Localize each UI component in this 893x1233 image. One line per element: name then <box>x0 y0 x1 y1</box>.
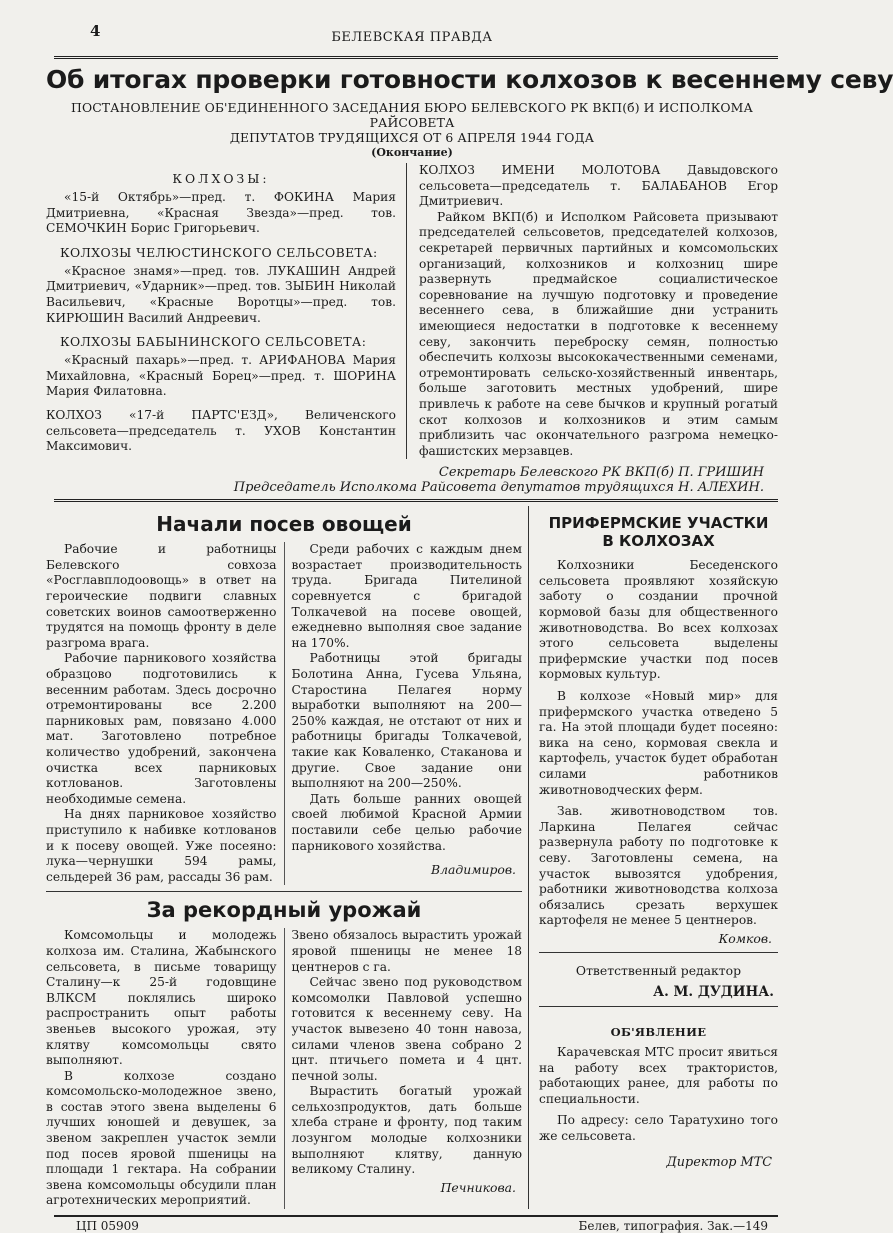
article-paragraph: Среди рабочих с каждым днем возрастает производительность труда. Бригада Пителиной соревнуется с бригадой Толкачевой на посеве овощей, ежедневно выполняя свое задание на 170%. <box>291 542 522 650</box>
harvest-column-1 <box>46 928 285 1209</box>
decree-paragraph: «Красный пахарь»—пред. т. АРИФАНОВА Мария Михайловна, «Красный Борец»—пред. т. ШОРИНА Мария Филатовна. <box>46 353 396 399</box>
article-paragraph: Комсомольцы и молодежь колхоза им. Сталина, Жабынского сельсовета, в письме товарищу Сталину—к 25-й годовщине ВЛКСМ поклялись широко распространить опыт работы звеньев высокого урожая, эту клятву комсомольцы свято выполняют. <box>46 928 277 1068</box>
signature-chairman: Председатель Исполкома Райсовета депутатов трудящихся Н. АЛЕХИН. <box>233 480 764 496</box>
vegetables-title: Начали посев овощей <box>156 512 412 537</box>
decree-ending: (Окончание) <box>371 146 453 159</box>
footer-rule <box>54 1215 778 1217</box>
vegetables-column-1 <box>46 542 285 885</box>
footer-printer: Белев, типография. Зак.—149 <box>578 1219 768 1233</box>
kolkhoz-heading: КОЛХОЗЫ: <box>172 171 270 186</box>
page-number: 4 <box>90 22 101 40</box>
article-paragraph: Колхозники Беседенского сельсовета проявляют хозяйскую заботу о создании прочной кормовой базы для общественного животноводства. Во всех колхозах этого сельсовета выделены прифермские участки под посев кормовых культур. <box>539 558 778 682</box>
decree-right-column <box>407 163 778 459</box>
article-paragraph: Работницы этой бригады Болотина Анна, Гусева Ульяна, Старостина Пелагея норму выработки выполняют на 200—250% каждая, не отстают от них и работницы бригады Толкачевой, такие как Коваленко, Стаканова и другие. Свое задание они выполняют на 200—250%. <box>291 651 522 791</box>
decree-body <box>46 163 778 459</box>
lower-section <box>46 506 778 1209</box>
vegetables-column-2 <box>285 542 523 885</box>
decree-paragraph: КОЛХОЗ ИМЕНИ МОЛОТОВА Давыдовского сельсовета—председатель т. БАЛАБАНОВ Егор Дмитриевич. <box>419 163 778 209</box>
decree-title <box>46 100 778 145</box>
farm-plots-title-line-1: ПРИФЕРМСКИЕ УЧАСТКИ <box>548 514 769 533</box>
decree-paragraph: «Красное знамя»—пред. тов. ЛУКАШИН Андрей Дмитриевич, «Ударник»—пред. тов. ЗЫБИН Николай Васильевич, «Красные Воротцы»—пред. тов. КИРЮШИН Василий Андреевич. <box>46 263 396 325</box>
newspaper-name: БЕЛЕВСКАЯ ПРАВДА <box>331 30 493 45</box>
editor-name: А. М. ДУДИНА. <box>653 983 774 1000</box>
decree-paragraph: КОЛХОЗ «17-й ПАРТС'ЕЗД», Величенского сельсовета—председатель т. УХОВ Константин Максимович. <box>46 407 396 454</box>
footer-code: ЦП 05909 <box>76 1219 139 1233</box>
announcement-paragraph: Карачевская МТС просит явиться на работу всех трактористов, работающих ранее, для работы по специальности. <box>539 1044 778 1106</box>
article-paragraph: На днях парниковое хозяйство приступило к набивке котлованов и к посеву овощей. Уже посеяно: лука—чернушки 594 рамы, сельдерей 36 рам, рассады 36 рам. <box>46 807 277 884</box>
announcement-title: ОБ'ЯВЛЕНИЕ <box>610 1024 707 1039</box>
article-paragraph: Вырастить богатый урожай сельхозпродуктов, дать больше хлеба стране и фронту, под таким лозунгом молодые колхозники выполняют клятву, данную великому Сталину. <box>291 1084 522 1177</box>
decree-paragraph: Райком ВКП(б) и Исполком Райсовета призывают председателей сельсоветов, председателей колхозов, секретарей первичных партийных и комсомольских организаций, колхозников и колхозниц шире развернуть предмайское социалистическое соревнование на лучшую подготовку и проведение весеннего сева, в ближайшие дни устранить имеющиеся недостатки в подготовке к весеннему севу, закончить переброску семян, полностью обеспечить колхозы высококачественными семенами, отремонтировать сельско-хозяйственный инвентарь, больше заготовить местных удобрений, шире привлечь к работе на севе бычков и крупный рогатый скот колхозов и колхозников и этим самым приблизить час окончательного разгрома немецко-фашистских мерзавцев. <box>419 209 778 458</box>
lower-left-area <box>46 506 529 1209</box>
farm-plots-title <box>539 514 778 550</box>
article-paragraph: В колхозе «Новый мир» для прифермского участка отведено 5 га. На этой площади будет посеяно: вика на сено, кормовая свекла и картофель, участок будет обработан силами работников животноводческих ферм. <box>539 689 778 797</box>
article-separator <box>539 952 778 953</box>
article-paragraph: Рабочие и работницы Белевского совхоза «Росглавплодоовощь» в ответ на героические подвиги славных советских воинов самоотверженно трудятся на помощь фронту в деле разгрома врага. <box>46 542 277 650</box>
article-paragraph: Рабочие парникового хозяйства образцово подготовились к весенним работам. Здесь досрочно отремонтированы все 2.200 парниковых рам, повязано 4.000 мат. Заготовлено потребное количество удобрений, закончена очистка всех парниковых котлованов. Заготовлены необходимые семена. <box>46 651 277 806</box>
article-separator <box>46 891 522 892</box>
article-paragraph: Сейчас звено под руководством комсомолки Павловой успешно готовится к весеннему севу. На участок вывезено 40 тонн навоза, силами членов звена собрано 2 цнт. птичьего помета и 4 цнт. печной золы. <box>291 975 522 1083</box>
signature-secretary: Секретарь Белевского РК ВКП(б) П. ГРИШИН <box>438 465 764 481</box>
article-paragraph: В колхозе создано комсомольско-молодежное звено, в состав этого звена выделены 6 лучших юношей и девушек, за звеном закреплен участок земли под посев яровой пшеницы на площади 1 гектара. На собрании звена комсомольцы обсудили план агротехнических мероприятий. <box>46 1068 277 1208</box>
article-paragraph: Дать больше ранних овощей своей любимой Красной Армии поставили себе целью рабочие парникового хозяйства. <box>291 791 522 853</box>
farm-plots-author: Комков. <box>718 930 772 946</box>
decree-paragraph: «15-й Октябрь»—пред. т. ФОКИНА Мария Дмитриевна, «Красная Звезда»—пред. тов. СЕМОЧКИН Борис Григорьевич. <box>46 190 396 236</box>
footer <box>46 1219 778 1233</box>
harvest-title: За рекордный урожай <box>146 898 422 923</box>
article-separator <box>539 1006 778 1007</box>
announcement-signature: Директор МТС <box>666 1154 772 1170</box>
running-head <box>46 0 778 45</box>
harvest-author: Печникова. <box>440 1179 516 1195</box>
decree-signatures <box>46 465 778 495</box>
decree-left-column <box>46 163 407 459</box>
harvest-body <box>46 928 522 1209</box>
lower-right-column <box>529 506 778 1209</box>
article-paragraph: Звено обязалось вырастить урожай яровой пшеницы не менее 18 центнеров с га. <box>291 928 522 974</box>
decree-line-2: ДЕПУТАТОВ ТРУДЯЩИХСЯ ОТ 6 АПРЕЛЯ 1944 ГОДА <box>229 130 595 145</box>
article-paragraph: Зав. животноводством тов. Ларкина Пелагея сейчас развернула работу по подготовке к севу. Заготовлены семена, на участок вывозятся удобрения, работники животноводства колхоза обязались срезать верхушек картофеля не менее 5 центнеров. <box>539 804 778 928</box>
section-divider <box>54 499 778 502</box>
vegetables-author: Владимиров. <box>430 862 516 878</box>
header-rule <box>54 56 778 59</box>
farm-plots-title-line-2: В КОЛХОЗАХ <box>602 532 715 551</box>
harvest-column-2 <box>285 928 523 1209</box>
babyninsky-heading: КОЛХОЗЫ БАБЫНИНСКОГО СЕЛЬСОВЕТА: <box>60 334 367 350</box>
vegetables-body <box>46 542 522 885</box>
main-headline: Об итогах проверки готовности колхозов к весеннему севу <box>46 65 893 94</box>
chelyustinsky-heading: КОЛХОЗЫ ЧЕЛЮСТИНСКОГО СЕЛЬСОВЕТА: <box>60 244 378 260</box>
decree-line-1: ПОСТАНОВЛЕНИЕ ОБ'ЕДИНЕННОГО ЗАСЕДАНИЯ БЮРО БЕЛЕВСКОГО РК ВКП(б) И ИСПОЛКОМА РАЙСОВЕТА <box>71 100 753 130</box>
announcement-paragraph: По адресу: село Таратухино того же сельсовета. <box>539 1113 778 1143</box>
editor-label: Ответственный редактор <box>575 962 742 978</box>
